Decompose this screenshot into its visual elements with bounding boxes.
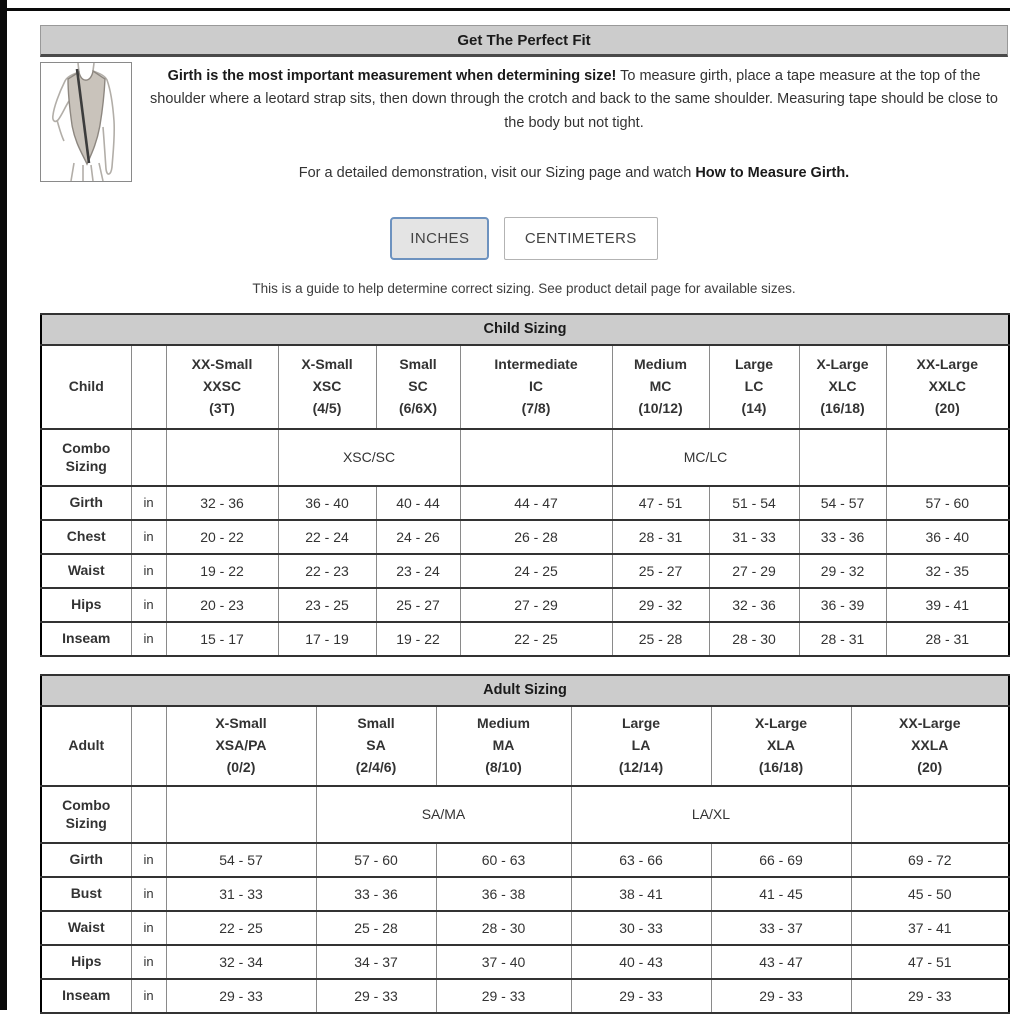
size-column-header-lc [709,345,799,429]
adult-girth-row [41,843,1009,877]
screen-edge-left [0,0,7,1010]
value-cell: 36 - 40 [886,520,1009,554]
child-combo-row [41,429,1009,486]
row-label: Inseam [41,622,131,656]
row-label: Inseam [41,979,131,1013]
combo-value-sa-ma: SA/MA [316,786,571,843]
value-cell: 26 - 28 [460,520,612,554]
size-column-header-mc [612,345,709,429]
empty-cell [166,786,316,843]
value-cell: 29 - 33 [851,979,1009,1013]
size-code: LC [744,378,764,395]
unit-cell: in [131,945,166,979]
size-column-header-la [571,706,711,786]
size-code: MA [492,737,515,754]
child-group-label: Child [41,345,131,429]
value-cell: 28 - 31 [612,520,709,554]
size-name: XX-Large [916,356,979,373]
demo-prefix: For a detailed demonstration, visit our Sizing page and watch [298,165,696,182]
size-range: (20) [934,399,960,416]
size-range: (7/8) [521,399,551,416]
empty-cell [799,429,886,486]
value-cell: 34 - 37 [316,945,436,979]
value-cell: 23 - 25 [278,588,376,622]
size-column-header-xxlc [886,345,1009,429]
size-column-header-xla [711,706,851,786]
value-cell: 60 - 63 [436,843,571,877]
size-column-header-xxla [851,706,1009,786]
unit-cell: in [131,979,166,1013]
row-label: Girth [41,843,131,877]
value-cell: 36 - 38 [436,877,571,911]
size-code: XLC [828,378,857,395]
value-cell: 45 - 50 [851,877,1009,911]
value-cell: 24 - 25 [460,554,612,588]
child-girth-row [41,486,1009,520]
value-cell: 29 - 33 [166,979,316,1013]
child-inseam-row [41,622,1009,656]
child-table-title: Child Sizing [41,314,1009,345]
size-column-header-xlc [799,345,886,429]
size-code: XSC [312,378,342,395]
size-name: X-Small [215,715,267,732]
unit-cell: in [131,588,166,622]
combo-sizing-label: Combo Sizing [41,786,131,843]
value-cell: 38 - 41 [571,877,711,911]
value-cell: 22 - 25 [166,911,316,945]
unit-cell: in [131,843,166,877]
row-label: Waist [41,554,131,588]
empty-cell [851,786,1009,843]
adult-hips-row [41,945,1009,979]
value-cell: 47 - 51 [612,486,709,520]
adult-header-row [41,706,1009,786]
row-label: Hips [41,945,131,979]
value-cell: 28 - 31 [886,622,1009,656]
value-cell: 25 - 27 [376,588,460,622]
empty-cell [166,429,278,486]
size-range: (16/18) [820,399,865,416]
size-column-header-xsc [278,345,376,429]
unit-cell: in [131,486,166,520]
value-cell: 19 - 22 [376,622,460,656]
adult-inseam-row [41,979,1009,1013]
value-cell: 54 - 57 [799,486,886,520]
size-name: XX-Small [191,356,253,373]
empty-cell [131,429,166,486]
value-cell: 27 - 29 [460,588,612,622]
girth-diagram [40,62,132,182]
child-table-title-row [41,314,1009,345]
value-cell: 43 - 47 [711,945,851,979]
adult-table-title-row [41,675,1009,706]
size-name: X-Large [816,356,869,373]
size-guide-page [40,25,1008,1014]
unit-toggle [40,217,1008,260]
size-name: Intermediate [494,356,578,373]
size-code: XLA [767,737,795,754]
size-name: Small [399,356,437,373]
size-code: XXLC [928,378,966,395]
unit-header-cell [131,345,166,429]
size-range: (6/6X) [398,399,438,416]
child-waist-row [41,554,1009,588]
value-cell: 29 - 32 [799,554,886,588]
value-cell: 32 - 36 [166,486,278,520]
value-cell: 22 - 24 [278,520,376,554]
value-cell: 31 - 33 [709,520,799,554]
value-cell: 66 - 69 [711,843,851,877]
combo-sizing-label: Combo Sizing [41,429,131,486]
value-cell: 33 - 36 [799,520,886,554]
value-cell: 44 - 47 [460,486,612,520]
value-cell: 57 - 60 [886,486,1009,520]
sizing-note: This is a guide to help determine correct sizing. See product detail page for available sizes. [252,280,796,296]
value-cell: 28 - 30 [436,911,571,945]
value-cell: 32 - 36 [709,588,799,622]
size-column-header-ic [460,345,612,429]
adult-waist-row [41,911,1009,945]
value-cell: 30 - 33 [571,911,711,945]
empty-cell [460,429,612,486]
value-cell: 51 - 54 [709,486,799,520]
child-header-row [41,345,1009,429]
size-range: (8/10) [485,758,522,775]
unit-cell: in [131,520,166,554]
value-cell: 20 - 22 [166,520,278,554]
value-cell: 22 - 25 [460,622,612,656]
value-cell: 29 - 32 [612,588,709,622]
value-cell: 40 - 43 [571,945,711,979]
size-code: XXLA [911,737,949,754]
child-sizing-table [40,313,1010,657]
size-range: (4/5) [312,399,342,416]
value-cell: 32 - 34 [166,945,316,979]
demo-bold: How to Measure Girth. [695,165,850,182]
row-label: Girth [41,486,131,520]
value-cell: 24 - 26 [376,520,460,554]
girth-intro-section [40,61,1008,186]
value-cell: 29 - 33 [571,979,711,1013]
unit-cell: in [131,622,166,656]
value-cell: 19 - 22 [166,554,278,588]
row-label: Hips [41,588,131,622]
child-chest-row [41,520,1009,554]
row-label: Chest [41,520,131,554]
value-cell: 23 - 24 [376,554,460,588]
value-cell: 33 - 37 [711,911,851,945]
size-name: Medium [634,356,687,373]
size-code: XSA/PA [215,737,267,754]
value-cell: 22 - 23 [278,554,376,588]
value-cell: 25 - 28 [612,622,709,656]
size-range: (3T) [209,399,235,416]
value-cell: 54 - 57 [166,843,316,877]
combo-value-la-xl: LA/XL [571,786,851,843]
size-code: IC [529,378,543,395]
value-cell: 41 - 45 [711,877,851,911]
value-cell: 40 - 44 [376,486,460,520]
value-cell: 15 - 17 [166,622,278,656]
inches-button[interactable]: INCHES [390,217,489,260]
size-column-header-ma [436,706,571,786]
adult-sizing-table [40,674,1010,1014]
size-range: (10/12) [638,399,683,416]
size-name: Small [357,715,395,732]
value-cell: 36 - 40 [278,486,376,520]
value-cell: 29 - 33 [436,979,571,1013]
size-column-header-xsa [166,706,316,786]
child-hips-row [41,588,1009,622]
size-name: Large [621,715,661,732]
size-range: (14) [741,399,767,416]
size-code: XXSC [202,378,242,395]
girth-paragraph [146,65,1002,135]
value-cell: 29 - 33 [316,979,436,1013]
value-cell: 33 - 36 [316,877,436,911]
size-code: SC [408,378,428,395]
size-column-header-sc [376,345,460,429]
value-cell: 63 - 66 [571,843,711,877]
value-cell: 28 - 30 [709,622,799,656]
combo-value-mc-lc: MC/LC [612,429,799,486]
value-cell: 25 - 28 [316,911,436,945]
size-code: LA [631,737,651,754]
value-cell: 47 - 51 [851,945,1009,979]
leotard-figure-icon [41,63,131,181]
size-code: MC [649,378,672,395]
size-range: (2/4/6) [355,758,397,775]
value-cell: 39 - 41 [886,588,1009,622]
size-column-header-sa [316,706,436,786]
value-cell: 57 - 60 [316,843,436,877]
empty-cell [886,429,1009,486]
screen-edge-top [0,8,1010,11]
unit-header-cell [131,706,166,786]
adult-combo-row [41,786,1009,843]
size-name: Medium [477,715,530,732]
unit-cell: in [131,554,166,588]
unit-cell: in [131,877,166,911]
value-cell: 28 - 31 [799,622,886,656]
value-cell: 31 - 33 [166,877,316,911]
empty-cell [131,786,166,843]
row-label: Bust [41,877,131,911]
value-cell: 25 - 27 [612,554,709,588]
girth-instructions [132,61,1008,186]
size-range: (16/18) [758,758,804,775]
adult-group-label: Adult [41,706,131,786]
size-range: (0/2) [226,758,256,775]
size-name: X-Small [301,356,353,373]
size-name: XX-Large [899,715,961,732]
size-code: SA [366,737,386,754]
value-cell: 69 - 72 [851,843,1009,877]
value-cell: 36 - 39 [799,588,886,622]
demo-line [146,162,1002,185]
row-label: Waist [41,911,131,945]
page-title: Get The Perfect Fit [40,25,1008,57]
value-cell: 20 - 23 [166,588,278,622]
unit-cell: in [131,911,166,945]
girth-body-text: To measure girth, place a tape measure at the top of the shoulder where a leotard strap sits, then down through the crotch and back to the same shoulder. Measuring tape should be close to the body but not tight. [150,68,998,131]
size-range: (20) [917,758,943,775]
size-name: X-Large [754,715,808,732]
size-range: (12/14) [618,758,664,775]
value-cell: 32 - 35 [886,554,1009,588]
value-cell: 37 - 40 [436,945,571,979]
size-name: Large [734,356,774,373]
value-cell: 17 - 19 [278,622,376,656]
centimeters-button[interactable]: CENTIMETERS [504,217,658,260]
combo-value-xsc-sc: XSC/SC [278,429,460,486]
adult-table-title: Adult Sizing [41,675,1009,706]
girth-bold-lead: Girth is the most important measurement when determining size! [167,68,617,84]
adult-bust-row [41,877,1009,911]
value-cell: 29 - 33 [711,979,851,1013]
size-column-header-xxsc [166,345,278,429]
value-cell: 37 - 41 [851,911,1009,945]
value-cell: 27 - 29 [709,554,799,588]
